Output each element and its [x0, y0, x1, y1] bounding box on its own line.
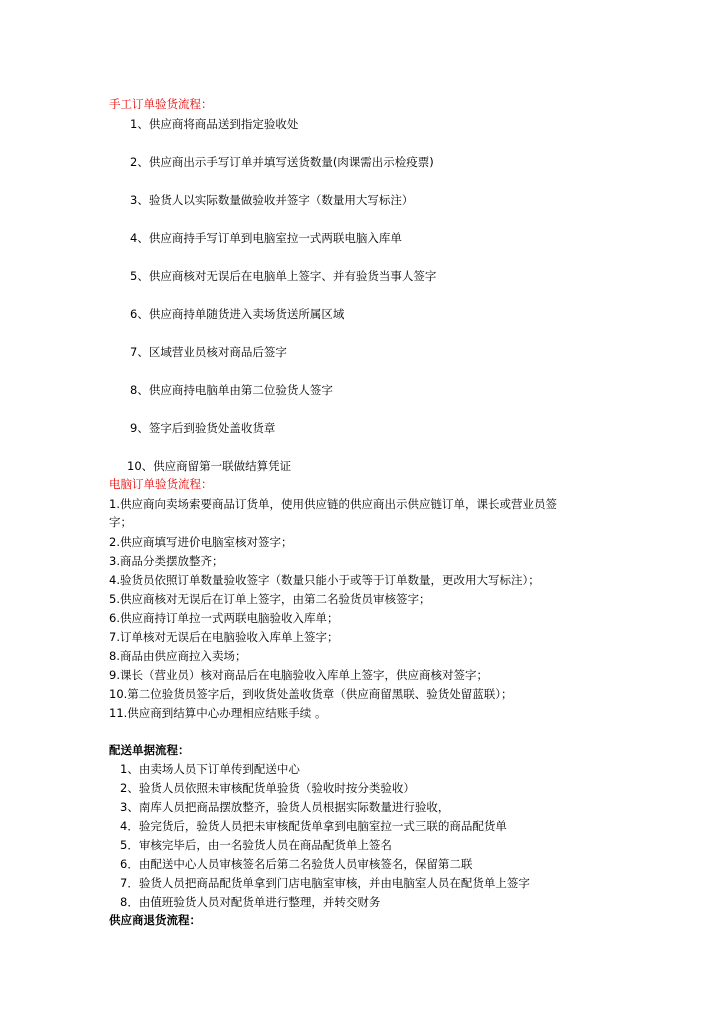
manual-order-heading: 手工订单验货流程：	[109, 97, 213, 111]
computer-step-1-line-1: 1.供应商向卖场索要商品订货单，使用供应链的供应商出示供应链订单，课长或营业员签	[109, 497, 557, 511]
delivery-step-6: 6．由配送中心人员审核签名后第二名验货人员审核签名，保留第二联	[120, 857, 473, 871]
computer-step-5: 5.供应商核对无误后在订单上签字，由第二名验货员审核签字；	[109, 592, 431, 606]
manual-step-5: 5、供应商核对无误后在电脑单上签字、并有验货当事人签字	[130, 269, 437, 283]
computer-step-8: 8.商品由供应商拉入卖场；	[109, 649, 247, 663]
delivery-step-3: 3、南库人员把商品摆放整齐，验货人员根据实际数量进行验收，	[120, 800, 450, 814]
delivery-step-4: 4．验完货后，验货人员把未审核配货单拿到电脑室拉一式三联的商品配货单	[120, 819, 507, 833]
computer-step-11: 11.供应商到结算中心办理相应结账手续 。	[109, 706, 327, 720]
manual-step-6: 6、供应商持单随货进入卖场货送所属区域	[130, 307, 345, 321]
delivery-step-8: 8．由值班验货人员对配货单进行整理，并转交财务	[120, 895, 381, 909]
computer-step-6: 6.供应商持订单拉一式两联电脑验收入库单；	[109, 611, 339, 625]
computer-step-9: 9.课长（营业员）核对商品后在电脑验收入库单上签字，供应商核对签字；	[109, 668, 488, 682]
computer-step-4: 4.验货员依照订单数量验收签字（数量只能小于或等于订单数量，更改用大写标注）；	[109, 573, 540, 587]
computer-step-1-line-2: 字；	[109, 515, 132, 529]
delivery-heading: 配送单据流程：	[109, 743, 190, 757]
computer-step-10: 10.第二位验货员签字后，到收货处盖收货章（供应商留黑联、验货处留蓝联）；	[109, 687, 513, 701]
delivery-step-1: 1、由卖场人员下订单传到配送中心	[120, 762, 300, 776]
manual-step-1: 1、供应商将商品送到指定验收处	[130, 117, 299, 131]
delivery-step-7: 7．验货人员把商品配货单拿到门店电脑室审核，并由电脑室人员在配货单上签字	[120, 876, 530, 890]
computer-step-3: 3.商品分类摆放整齐；	[109, 554, 224, 568]
manual-step-9: 9、签字后到验货处盖收货章	[130, 421, 276, 435]
delivery-step-2: 2、验货人员依照未审核配货单验货（验收时按分类验收）	[120, 781, 415, 795]
manual-step-3: 3、验货人以实际数量做验收并签字（数量用大写标注）	[130, 193, 414, 207]
manual-step-2: 2、供应商出示手写订单并填写送货数量(肉课需出示检疫票)	[130, 155, 434, 169]
manual-step-7: 7、区域营业员核对商品后签字	[130, 345, 287, 359]
manual-step-10: 10、供应商留第一联做结算凭证	[127, 459, 292, 473]
manual-step-8: 8、供应商持电脑单由第二位验货人签字	[130, 383, 333, 397]
returns-heading: 供应商退货流程：	[109, 913, 201, 927]
computer-order-heading: 电脑订单验货流程：	[109, 477, 213, 491]
computer-step-2: 2.供应商填写进价电脑室核对签字；	[109, 535, 293, 549]
computer-step-7: 7.订单核对无误后在电脑验收入库单上签字；	[109, 630, 339, 644]
manual-step-4: 4、供应商持手写订单到电脑室拉一式两联电脑入库单	[130, 231, 402, 245]
delivery-step-5: 5．审核完毕后，由一名验货人员在商品配货单上签名	[120, 838, 392, 852]
